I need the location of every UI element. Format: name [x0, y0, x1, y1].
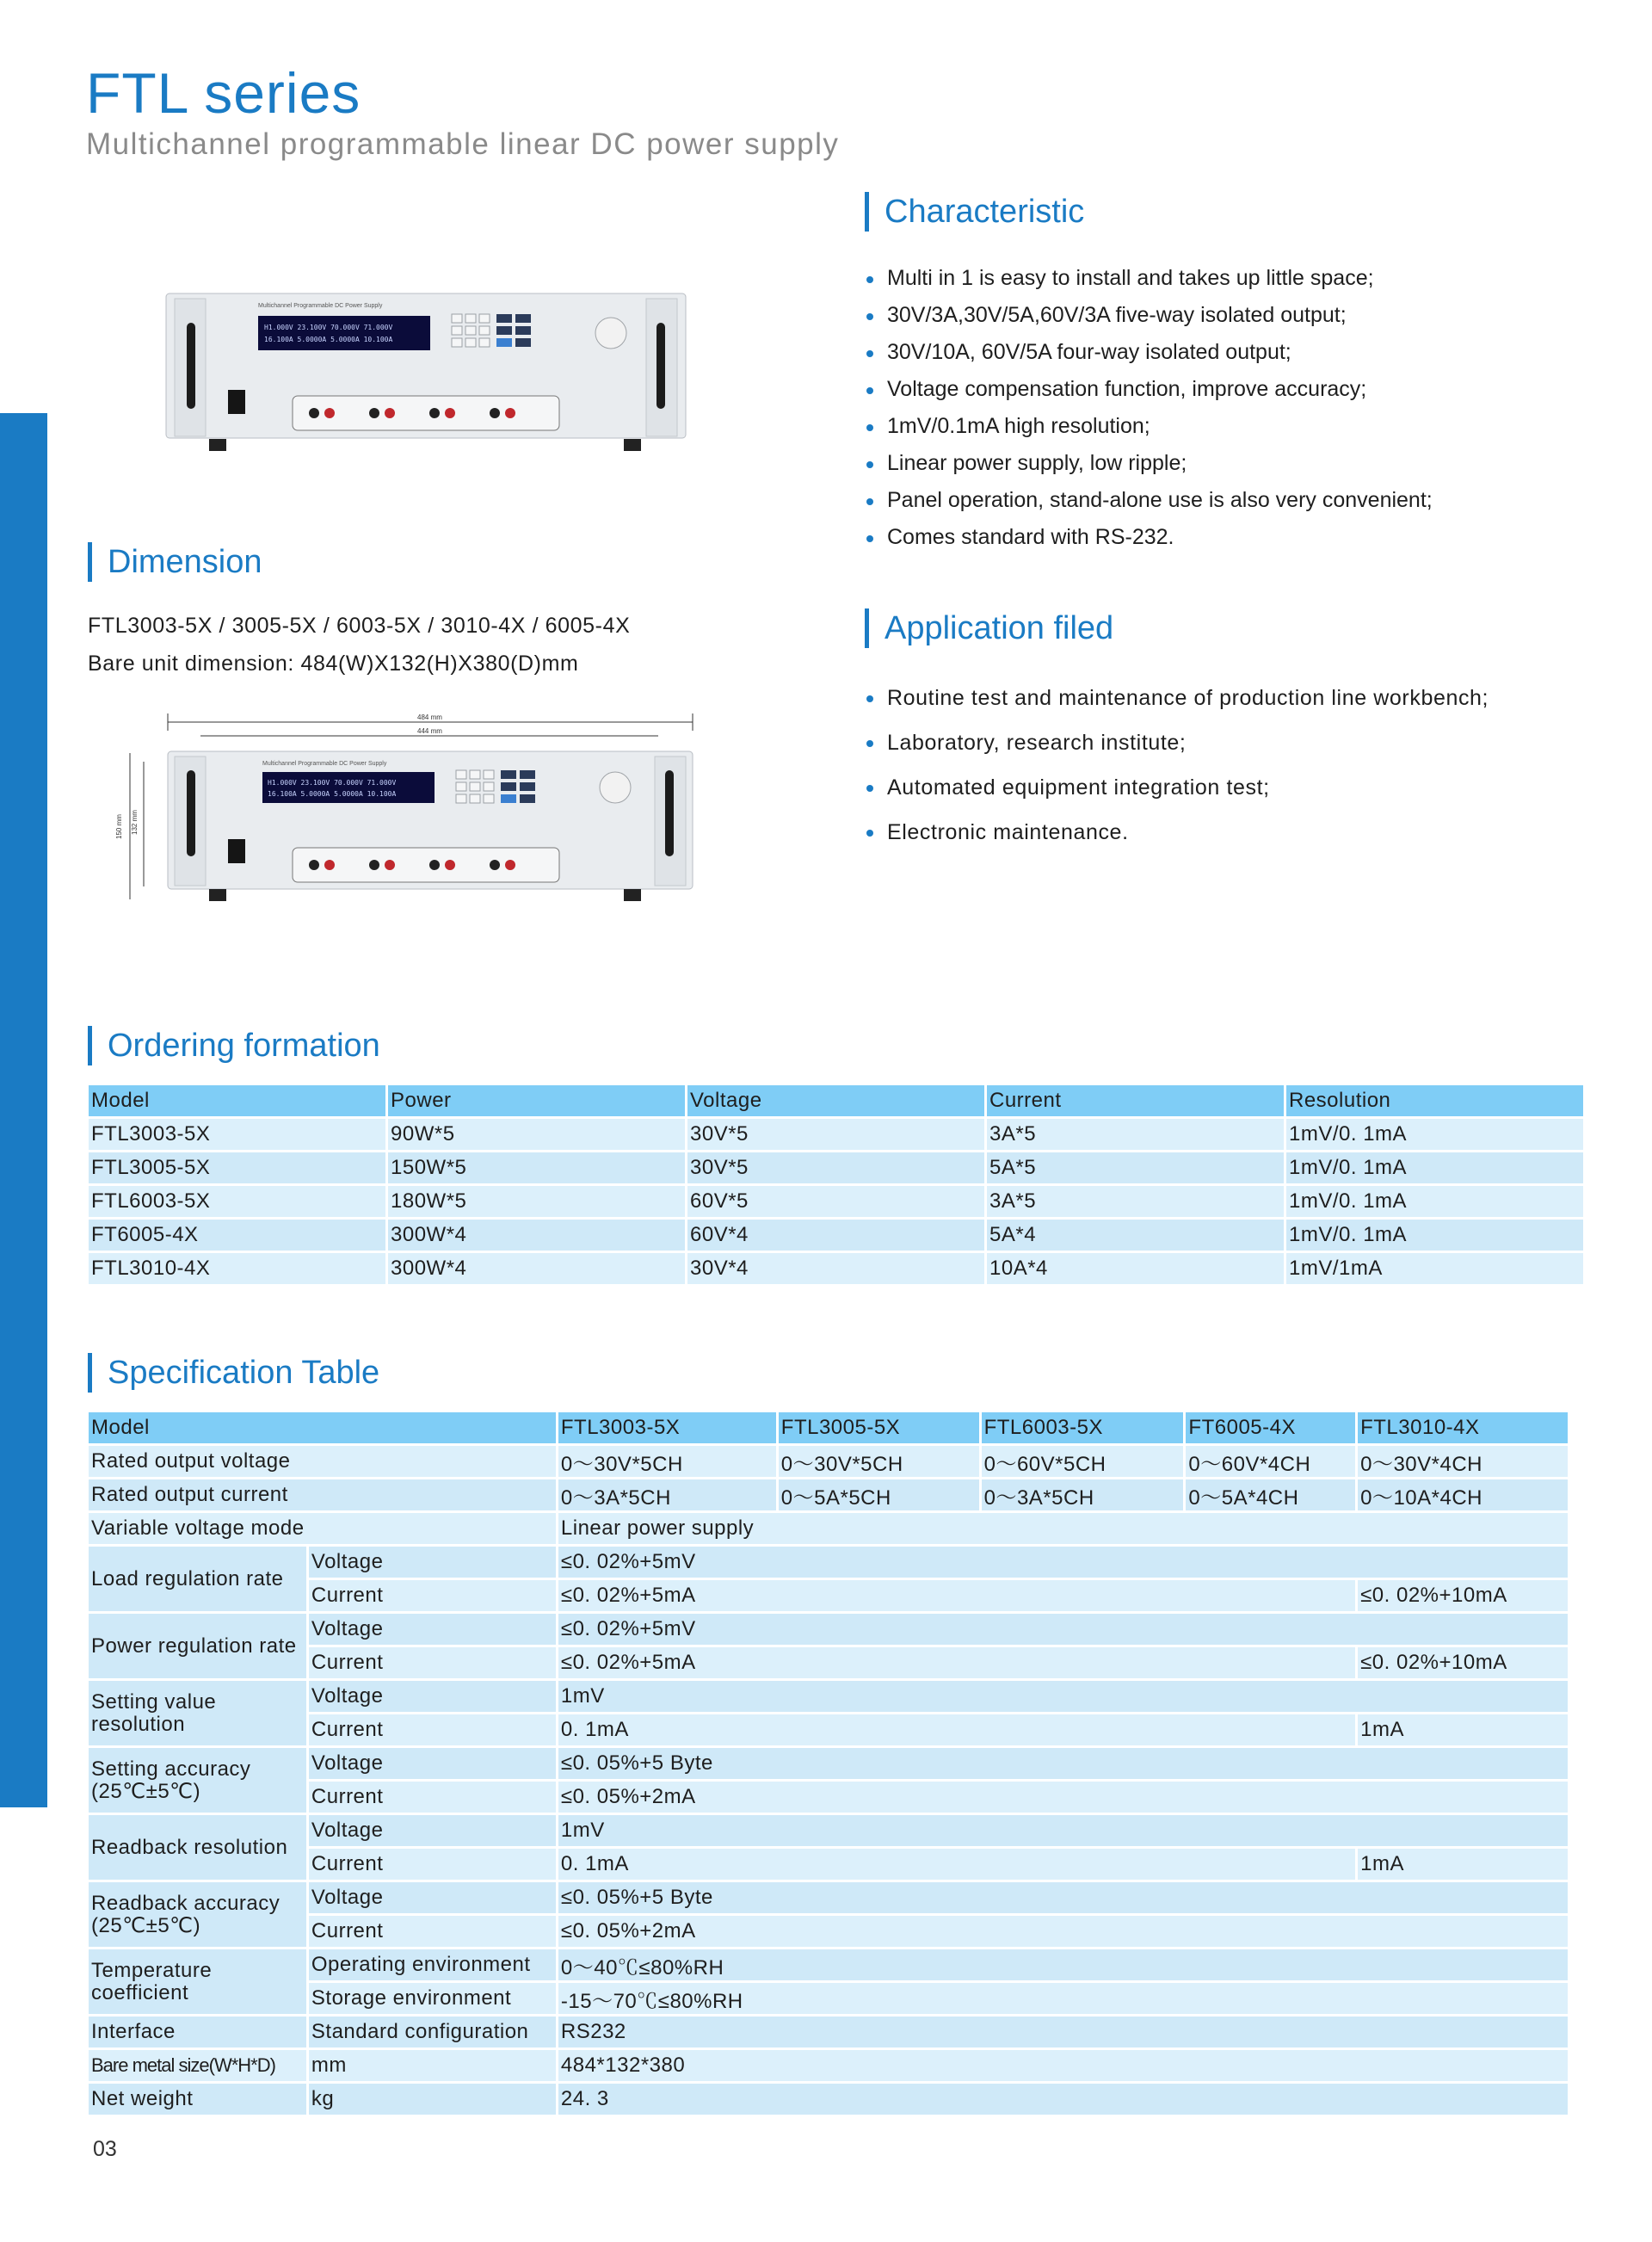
application-heading: Application filed	[865, 608, 1113, 648]
product-image-dimensioned	[116, 710, 701, 908]
display-line-2b: 16.100A 5.0000A 5.0000A 10.100A	[268, 790, 397, 798]
table-cell: 1mV/0. 1mA	[1286, 1119, 1583, 1150]
column-header: FTL3003-5X	[558, 1412, 776, 1443]
table-cell: FT6005-4X	[89, 1220, 385, 1251]
table-cell: ≤0. 05%+5 Byte	[558, 1882, 1568, 1913]
table-row	[89, 1220, 1583, 1251]
row-group-label: Load regulation rate	[89, 1547, 306, 1611]
column-header: Current	[987, 1085, 1284, 1116]
table-cell: 3A*5	[987, 1186, 1284, 1217]
table-cell: 90W*5	[388, 1119, 685, 1150]
dimension-heading: Dimension	[88, 542, 262, 582]
table-row	[89, 1119, 1583, 1150]
row-sublabel: Current	[309, 1580, 556, 1611]
row-sublabel: Voltage	[309, 1681, 556, 1712]
table-cell: 1mV	[558, 1681, 1568, 1712]
table-cell: 1mV/0. 1mA	[1286, 1186, 1583, 1217]
table-cell: 24. 3	[558, 2084, 1568, 2115]
table-cell: 30V*5	[687, 1152, 984, 1183]
row-group-label: Readback accuracy (25℃±5℃)	[89, 1882, 306, 1947]
table-cell: ≤0. 05%+2mA	[558, 1782, 1568, 1813]
table-cell: 0～30V*4CH	[1358, 1446, 1568, 1477]
table-cell: 0～60V*5CH	[982, 1446, 1184, 1477]
characteristic-heading: Characteristic	[865, 192, 1084, 232]
table-cell: 60V*5	[687, 1186, 984, 1217]
table-header-row	[89, 1412, 1568, 1443]
table-row	[89, 1580, 1568, 1611]
table-row	[89, 1152, 1583, 1183]
table-row	[89, 1849, 1568, 1880]
list-item: Panel operation, stand-alone use is also very convenient;	[865, 482, 1433, 519]
dim-height-inner: 132 mm	[131, 810, 139, 835]
row-label: Bare metal size(W*H*D)	[89, 2050, 306, 2081]
list-item: Comes standard with RS-232.	[865, 519, 1433, 556]
table-cell: 0～5A*5CH	[779, 1479, 979, 1510]
column-header: FTL3005-5X	[779, 1412, 979, 1443]
table-row	[89, 1949, 1568, 1980]
dimension-bare-unit: Bare unit dimension: 484(W)X132(H)X380(D)mm	[88, 652, 579, 676]
table-cell: 3A*5	[987, 1119, 1284, 1150]
table-cell: ≤0. 02%+10mA	[1358, 1580, 1568, 1611]
table-cell: 1mV/0. 1mA	[1286, 1152, 1583, 1183]
table-cell: 0. 1mA	[558, 1714, 1355, 1745]
table-cell: 0. 1mA	[558, 1849, 1355, 1880]
column-header: Resolution	[1286, 1085, 1583, 1116]
table-cell: ≤0. 02%+10mA	[1358, 1647, 1568, 1678]
table-cell: 10A*4	[987, 1253, 1284, 1284]
table-cell: 0～5A*4CH	[1186, 1479, 1355, 1510]
table-cell: 1mA	[1358, 1714, 1568, 1745]
left-accent-bar	[0, 413, 47, 1807]
panel-label: Multichannel Programmable DC Power Supply	[258, 303, 383, 309]
column-header: Voltage	[687, 1085, 984, 1116]
row-sublabel: Voltage	[309, 1547, 556, 1578]
table-header-row	[89, 1085, 1583, 1116]
table-cell: 1mV	[558, 1815, 1568, 1846]
row-group-label: Setting value resolution	[89, 1681, 306, 1745]
table-row	[89, 1647, 1568, 1678]
row-sublabel: Current	[309, 1714, 556, 1745]
row-sublabel: mm	[309, 2050, 556, 2081]
table-row	[89, 1479, 1568, 1510]
table-row	[89, 1882, 1568, 1913]
table-row	[89, 1253, 1583, 1284]
display-line-2: 16.100A 5.0000A 5.0000A 10.100A	[264, 336, 393, 343]
row-sublabel: Current	[309, 1647, 556, 1678]
page-title: FTL series	[86, 61, 361, 125]
table-row	[89, 1614, 1568, 1645]
application-list	[865, 676, 1489, 855]
table-row	[89, 2050, 1568, 2081]
row-sublabel: kg	[309, 2084, 556, 2115]
table-row	[89, 1983, 1568, 2014]
table-cell: 5A*4	[987, 1220, 1284, 1251]
list-item: 1mV/0.1mA high resolution;	[865, 408, 1433, 445]
column-header: Power	[388, 1085, 685, 1116]
table-cell: FTL6003-5X	[89, 1186, 385, 1217]
table-cell: 1mV/1mA	[1286, 1253, 1583, 1284]
list-item: Routine test and maintenance of production line workbench;	[865, 676, 1489, 720]
table-cell: 300W*4	[388, 1220, 685, 1251]
row-sublabel: Voltage	[309, 1748, 556, 1779]
list-item: Multi in 1 is easy to install and takes up little space;	[865, 260, 1433, 297]
row-group-label: Setting accuracy (25℃±5℃)	[89, 1748, 306, 1813]
table-cell: ≤0. 02%+5mV	[558, 1547, 1568, 1578]
table-cell: 30V*5	[687, 1119, 984, 1150]
table-row	[89, 1186, 1583, 1217]
row-sublabel: Storage environment	[309, 1983, 556, 2014]
table-cell: 0～60V*4CH	[1186, 1446, 1355, 1477]
column-header: FTL3010-4X	[1358, 1412, 1568, 1443]
row-sublabel: Voltage	[309, 1614, 556, 1645]
table-cell: FTL3010-4X	[89, 1253, 385, 1284]
column-header: Model	[89, 1085, 385, 1116]
list-item: 30V/10A, 60V/5A four-way isolated output;	[865, 334, 1433, 371]
ordering-heading: Ordering formation	[88, 1026, 380, 1065]
dim-height-outer: 150 mm	[115, 814, 123, 839]
table-cell: 0～30V*5CH	[779, 1446, 979, 1477]
ordering-table	[86, 1083, 1586, 1287]
page-number: 03	[93, 2137, 117, 2161]
table-row	[89, 1714, 1568, 1745]
table-cell: 0～10A*4CH	[1358, 1479, 1568, 1510]
table-cell: 0～3A*5CH	[982, 1479, 1184, 1510]
table-row	[89, 1446, 1568, 1477]
table-cell: 300W*4	[388, 1253, 685, 1284]
table-cell: 0～3A*5CH	[558, 1479, 776, 1510]
table-cell: RS232	[558, 2017, 1568, 2047]
characteristic-list	[865, 260, 1433, 556]
dimension-text	[88, 607, 630, 682]
display-line-1b: H1.000V 23.100V 70.000V 71.000V	[268, 779, 397, 787]
row-label: Rated output current	[89, 1479, 556, 1510]
column-header: Model	[89, 1412, 556, 1443]
dim-width-inner: 444 mm	[417, 727, 442, 735]
table-row	[89, 1513, 1568, 1544]
dimension-models: FTL3003-5X / 3005-5X / 6003-5X / 3010-4X / 6005-4X	[88, 614, 631, 638]
spec-table	[86, 1410, 1570, 2117]
table-cell: 150W*5	[388, 1152, 685, 1183]
table-cell: -15～70℃≤80%RH	[558, 1983, 1568, 2014]
table-row	[89, 2084, 1568, 2115]
table-cell: 1mV/0. 1mA	[1286, 1220, 1583, 1251]
table-cell: FTL3005-5X	[89, 1152, 385, 1183]
row-sublabel: Voltage	[309, 1882, 556, 1913]
table-cell: 180W*5	[388, 1186, 685, 1217]
row-sublabel: Current	[309, 1849, 556, 1880]
table-cell: ≤0. 05%+2mA	[558, 1916, 1568, 1947]
row-sublabel: Current	[309, 1916, 556, 1947]
table-row	[89, 1916, 1568, 1947]
table-row	[89, 1748, 1568, 1779]
table-row	[89, 1681, 1568, 1712]
spec-heading: Specification Table	[88, 1353, 379, 1393]
table-row	[89, 1547, 1568, 1578]
row-group-label: Power regulation rate	[89, 1614, 306, 1678]
table-row	[89, 2017, 1568, 2047]
row-group-label: Temperature coefficient	[89, 1949, 306, 2014]
row-label: Net weight	[89, 2084, 306, 2115]
table-row	[89, 1782, 1568, 1813]
table-cell: 60V*4	[687, 1220, 984, 1251]
table-cell: 0～40℃≤80%RH	[558, 1949, 1568, 1980]
column-header: FTL6003-5X	[982, 1412, 1184, 1443]
row-group-label: Readback resolution	[89, 1815, 306, 1880]
row-sublabel: Standard configuration	[309, 2017, 556, 2047]
list-item: Electronic maintenance.	[865, 810, 1489, 855]
table-cell: ≤0. 02%+5mV	[558, 1614, 1568, 1645]
table-cell: FTL3003-5X	[89, 1119, 385, 1150]
row-label: Variable voltage mode	[89, 1513, 556, 1544]
table-cell: 5A*5	[987, 1152, 1284, 1183]
row-sublabel: Voltage	[309, 1815, 556, 1846]
column-header: FT6005-4X	[1186, 1412, 1355, 1443]
page-subtitle: Multichannel programmable linear DC power supply	[86, 127, 840, 161]
list-item: Automated equipment integration test;	[865, 765, 1489, 810]
table-cell: 1mA	[1358, 1849, 1568, 1880]
panel-label-2: Multichannel Programmable DC Power Supply	[262, 761, 387, 767]
display-line-1: H1.000V 23.100V 70.000V 71.000V	[264, 324, 393, 331]
table-cell: ≤0. 02%+5mA	[558, 1647, 1355, 1678]
table-cell: Linear power supply	[558, 1513, 1568, 1544]
table-cell: ≤0. 02%+5mA	[558, 1580, 1355, 1611]
list-item: Voltage compensation function, improve accuracy;	[865, 371, 1433, 408]
list-item: 30V/3A,30V/5A,60V/3A five-way isolated output;	[865, 297, 1433, 334]
list-item: Linear power supply, low ripple;	[865, 445, 1433, 482]
table-cell: 484*132*380	[558, 2050, 1568, 2081]
list-item: Laboratory, research institute;	[865, 720, 1489, 765]
product-image-front	[159, 288, 693, 460]
table-row	[89, 1815, 1568, 1846]
dim-width-outer: 484 mm	[417, 713, 442, 721]
row-sublabel: Current	[309, 1782, 556, 1813]
table-cell: 0～30V*5CH	[558, 1446, 776, 1477]
row-label: Rated output voltage	[89, 1446, 556, 1477]
row-label: Interface	[89, 2017, 306, 2047]
row-sublabel: Operating environment	[309, 1949, 556, 1980]
table-cell: 30V*4	[687, 1253, 984, 1284]
table-cell: ≤0. 05%+5 Byte	[558, 1748, 1568, 1779]
